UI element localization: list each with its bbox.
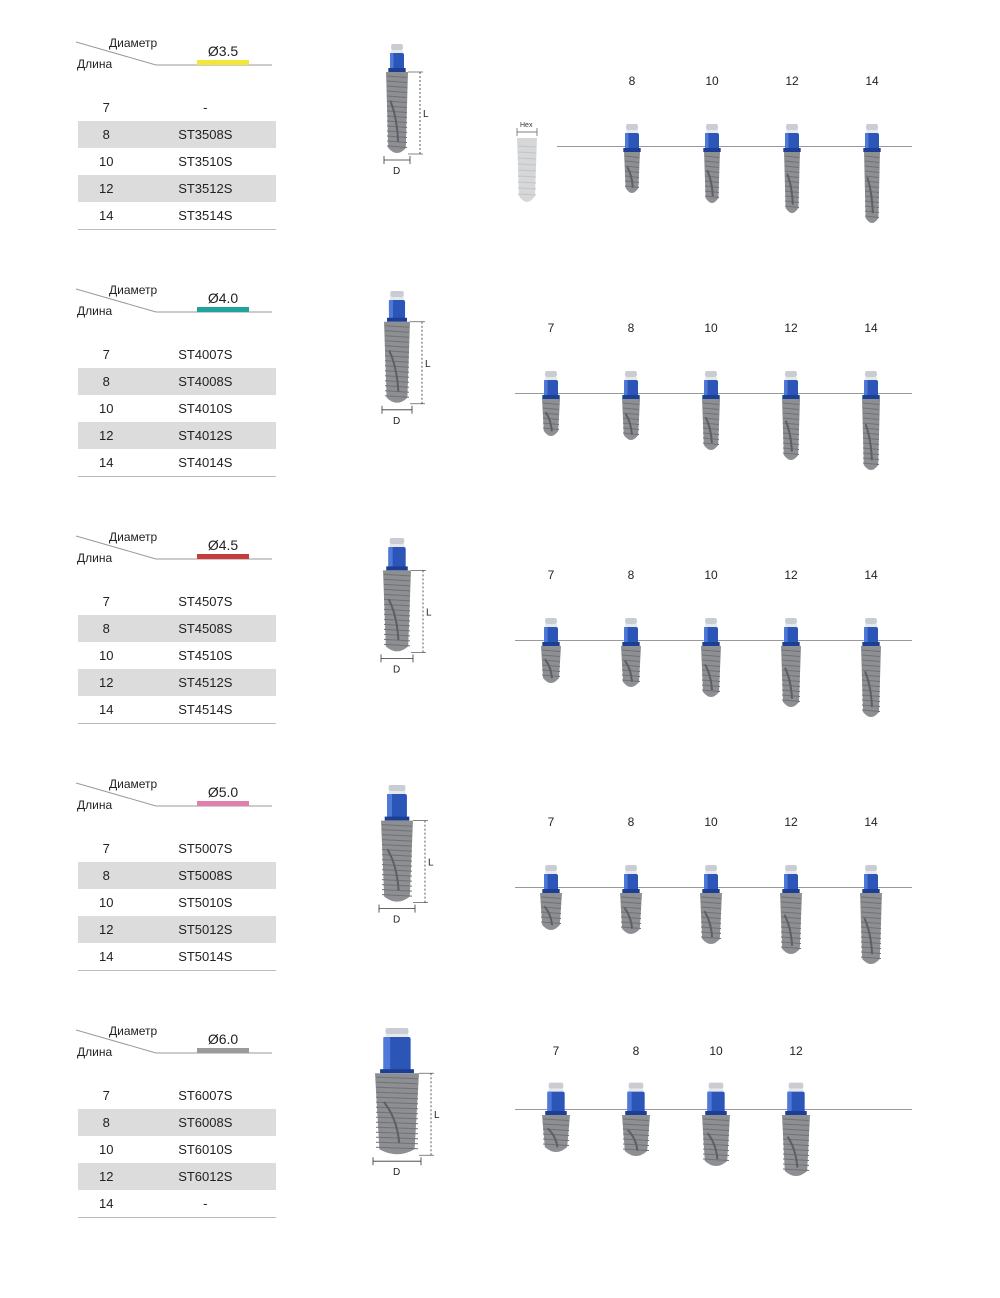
article-code-cell: ST3508S: [178, 127, 233, 142]
length-label: Длина: [77, 1045, 113, 1059]
length-cell: 8: [102, 868, 110, 883]
article-code-cell: ST4008S: [178, 374, 233, 389]
implant-length-label: 12: [784, 815, 798, 829]
implant-length-label: 8: [627, 321, 635, 335]
article-code-cell: ST3514S: [178, 208, 233, 223]
implant-length-label: 10: [704, 321, 718, 335]
implant-small: [860, 865, 882, 964]
implant-small: [700, 865, 722, 944]
implant-small: [703, 124, 720, 203]
implant-small: [702, 1083, 730, 1166]
length-cell: 12: [99, 181, 114, 196]
implant-small: [623, 124, 640, 193]
length-cell: 12: [99, 675, 114, 690]
implant-small: [701, 618, 721, 697]
implant-length-label: 7: [547, 815, 555, 829]
article-code-cell: ST4007S: [178, 347, 233, 362]
length-cell: 7: [102, 594, 110, 609]
diameter-dim-label: D: [393, 415, 401, 427]
implant-section: [0, 34, 1000, 281]
article-code-cell: ST6012S: [178, 1169, 233, 1184]
implant-length-row: [0, 775, 1000, 1022]
implant-small: [783, 124, 800, 213]
length-cell: 14: [99, 1196, 114, 1211]
implant-length-label: 7: [547, 321, 555, 335]
implant-section: [0, 775, 1000, 1022]
length-cell: 10: [99, 1142, 114, 1157]
length-cell: 12: [99, 428, 114, 443]
article-code-cell: -: [203, 100, 208, 115]
hex-illustration: [510, 116, 550, 206]
implant-length-label: 12: [784, 568, 798, 582]
implant-length-label: 12: [785, 74, 799, 88]
length-cell: 8: [102, 621, 110, 636]
implant-small: [620, 865, 642, 934]
article-code-cell: ST3512S: [178, 181, 233, 196]
implant-small: [861, 618, 881, 717]
length-cell: 8: [102, 127, 110, 142]
article-code-cell: ST6010S: [178, 1142, 233, 1157]
length-cell: 8: [102, 374, 110, 389]
diameter-label: Диаметр: [109, 283, 158, 297]
implant-small: [702, 371, 720, 450]
length-label: Длина: [77, 57, 113, 71]
implant-small: [621, 618, 641, 687]
length-cell: 10: [99, 154, 114, 169]
diameter-label: Диаметр: [109, 1024, 158, 1038]
implant-small: [541, 618, 561, 683]
article-code-cell: ST4012S: [178, 428, 233, 443]
implant-length-label: 14: [864, 321, 878, 335]
implant-length-row: [0, 1022, 1000, 1269]
implant-length-label: 7: [547, 568, 555, 582]
length-dim-label: L: [426, 607, 432, 619]
implant-small: [782, 1083, 810, 1176]
implant-length-label: 10: [704, 815, 718, 829]
length-cell: 10: [99, 895, 114, 910]
implant-small: [780, 865, 802, 954]
diameter-label: Диаметр: [109, 36, 158, 50]
implant-length-label: 8: [632, 1044, 640, 1058]
article-code-cell: -: [203, 1196, 208, 1211]
implant-section: [0, 528, 1000, 775]
length-label: Длина: [77, 798, 113, 812]
implant-length-label: 14: [864, 815, 878, 829]
length-cell: 7: [102, 841, 110, 856]
diameter-dim-label: D: [393, 914, 401, 926]
length-label: Длина: [77, 551, 113, 565]
article-code-cell: ST4507S: [178, 594, 233, 609]
diameter-dim-label: D: [393, 166, 401, 177]
diameter-value: Ø4.0: [207, 290, 239, 306]
implant-length-label: 12: [784, 321, 798, 335]
diameter-label: Диаметр: [109, 530, 158, 544]
length-cell: 12: [99, 922, 114, 937]
implant-length-label: 10: [709, 1044, 723, 1058]
diameter-value: Ø5.0: [207, 784, 239, 800]
article-code-cell: ST3510S: [178, 154, 233, 169]
length-cell: 14: [99, 702, 114, 717]
implant-length-label: 8: [627, 815, 635, 829]
implant-length-label: 14: [864, 568, 878, 582]
length-dim-label: L: [425, 358, 431, 370]
implant-length-row: [0, 281, 1000, 528]
implant-section: [0, 1022, 1000, 1269]
article-code-cell: ST5014S: [178, 949, 233, 964]
article-code-cell: ST4514S: [178, 702, 233, 717]
implant-small: [622, 1083, 650, 1156]
article-code-cell: ST5010S: [178, 895, 233, 910]
diameter-value: Ø4.5: [207, 537, 239, 553]
article-code-cell: ST4510S: [178, 648, 233, 663]
implant-length-label: 10: [705, 74, 719, 88]
implant-length-label: 8: [627, 568, 635, 582]
article-code-cell: ST5007S: [178, 841, 233, 856]
length-label: Длина: [77, 304, 113, 318]
length-cell: 14: [99, 949, 114, 964]
article-code-cell: ST5008S: [178, 868, 233, 883]
length-cell: 10: [99, 648, 114, 663]
article-code-cell: ST6008S: [178, 1115, 233, 1130]
implant-small: [622, 371, 640, 440]
length-dim-label: L: [423, 109, 429, 120]
length-cell: 7: [102, 100, 110, 115]
implant-section: [0, 281, 1000, 528]
diameter-dim-label: D: [393, 1167, 401, 1179]
implant-length-label: 10: [704, 568, 718, 582]
length-cell: 14: [99, 208, 114, 223]
diameter-value: Ø3.5: [207, 43, 239, 59]
implant-small: [782, 371, 800, 460]
implant-small: [542, 1083, 570, 1152]
article-code-cell: ST6007S: [178, 1088, 233, 1103]
hex-label: Hex: [520, 122, 533, 129]
implant-small: [781, 618, 801, 707]
implant-small: [862, 371, 880, 470]
length-dim-label: L: [434, 1110, 440, 1122]
implant-length-label: 12: [789, 1044, 803, 1058]
diameter-label: Диаметр: [109, 777, 158, 791]
length-cell: 14: [99, 455, 114, 470]
implant-small: [540, 865, 562, 930]
length-cell: 7: [102, 347, 110, 362]
implant-length-label: 14: [865, 74, 879, 88]
article-code-cell: ST4512S: [178, 675, 233, 690]
article-code-cell: ST4014S: [178, 455, 233, 470]
length-cell: 7: [102, 1088, 110, 1103]
implant-small: [863, 124, 880, 223]
article-code-cell: ST4508S: [178, 621, 233, 636]
diameter-dim-label: D: [393, 664, 401, 676]
implant-length-label: 8: [628, 74, 636, 88]
length-cell: 10: [99, 401, 114, 416]
implant-length-label: 7: [552, 1044, 560, 1058]
article-code-cell: ST4010S: [178, 401, 233, 416]
diameter-value: Ø6.0: [207, 1031, 239, 1047]
implant-small: [542, 371, 560, 436]
implant-length-row: [0, 34, 1000, 281]
length-cell: 8: [102, 1115, 110, 1130]
length-cell: 12: [99, 1169, 114, 1184]
article-code-cell: ST5012S: [178, 922, 233, 937]
implant-length-row: [0, 528, 1000, 775]
length-dim-label: L: [428, 857, 434, 869]
